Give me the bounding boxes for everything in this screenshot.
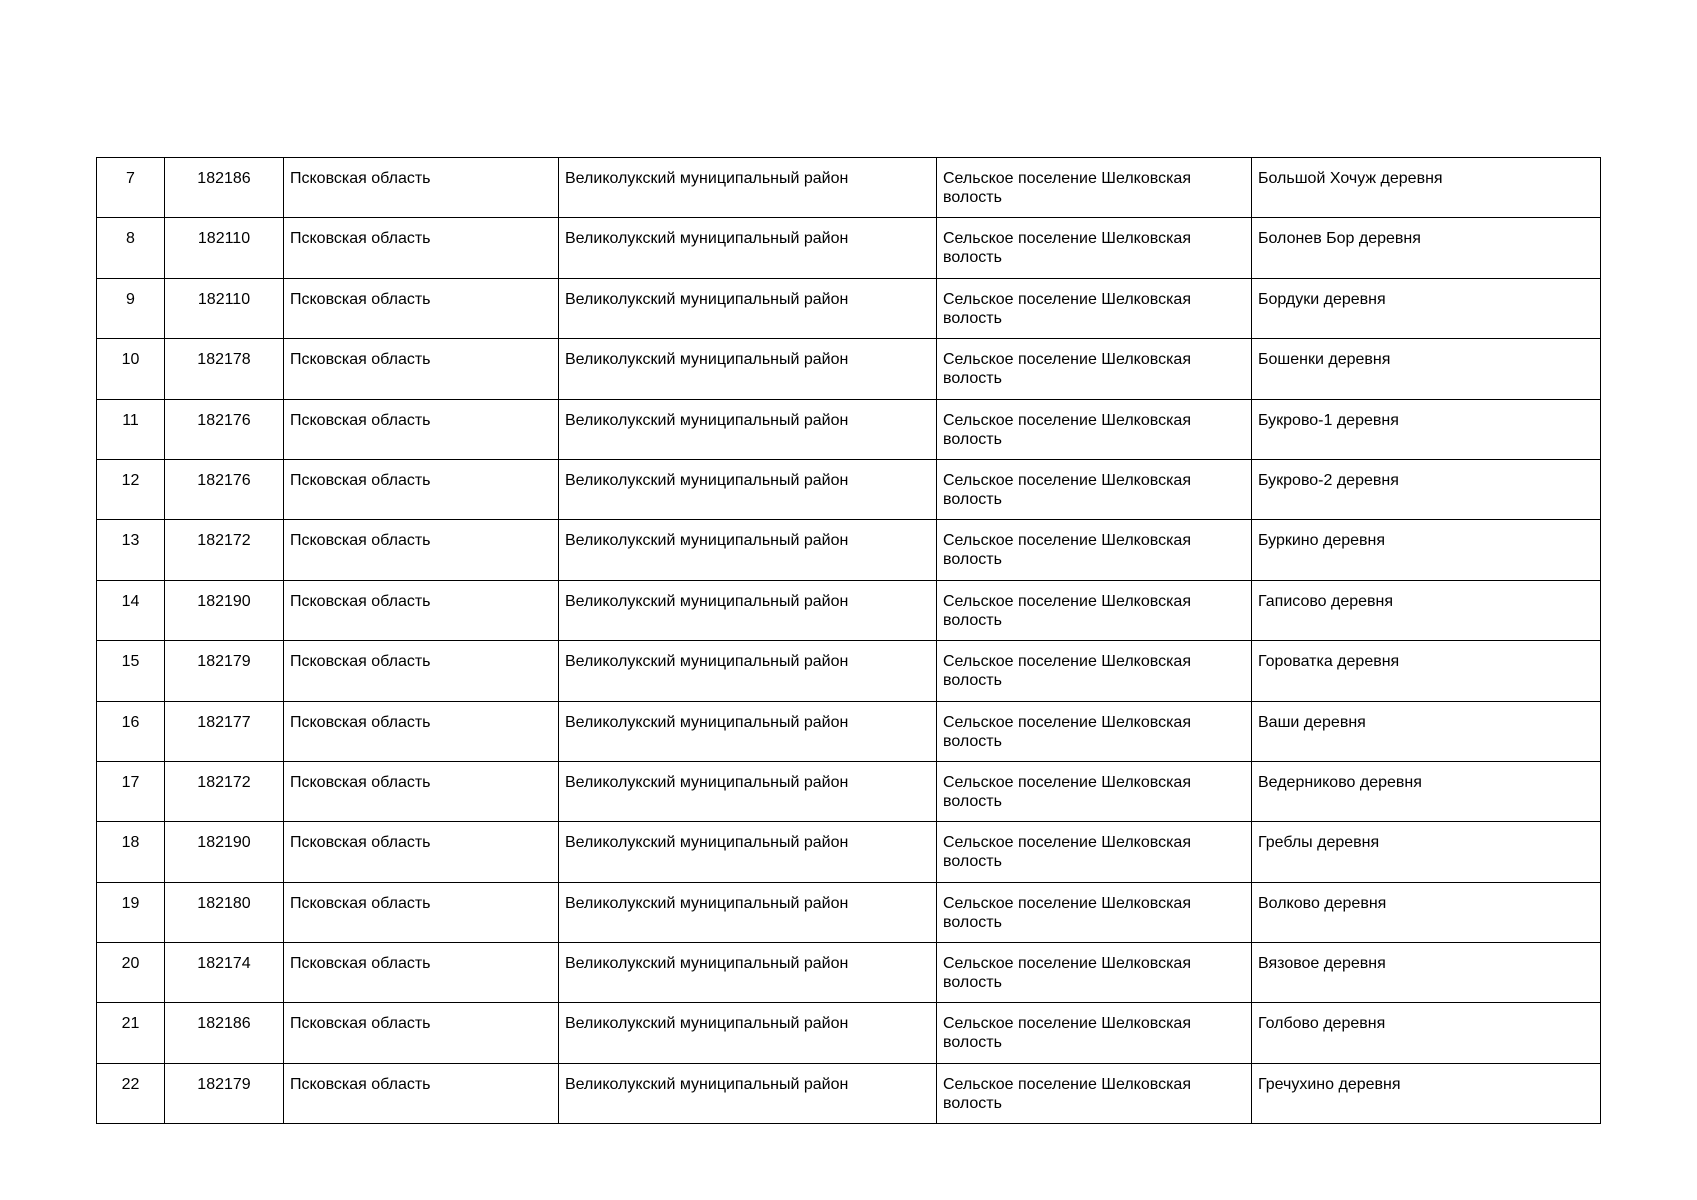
postal-code-cell: [165, 1003, 284, 1063]
row-number-cell-text: 20: [121, 955, 140, 973]
row-number-cell: [97, 399, 165, 459]
region-cell-text: Псковская область: [290, 290, 431, 308]
settlement-cell-text: Сельское поселение Шелковская волость: [943, 955, 1191, 992]
locality-cell: [1252, 761, 1601, 821]
district-cell: [559, 641, 937, 701]
locality-cell: [1252, 580, 1601, 640]
row-number-cell-text: 14: [121, 592, 140, 610]
region-cell: [284, 339, 559, 399]
district-cell: [559, 822, 937, 882]
settlement-cell: [937, 641, 1252, 701]
settlement-cell: [937, 580, 1252, 640]
region-cell-text: Псковская область: [290, 532, 431, 550]
settlement-cell-text: Сельское поселение Шелковская волость: [943, 653, 1191, 690]
region-cell-text: Псковская область: [290, 170, 431, 187]
table-row: [97, 1003, 1601, 1063]
district-cell: [559, 761, 937, 821]
locality-cell-text: Болонев Бор деревня: [1258, 230, 1421, 248]
postal-code-cell: [165, 822, 284, 882]
table-row: [97, 701, 1601, 761]
settlement-cell: [937, 158, 1252, 218]
settlement-cell: [937, 1003, 1252, 1063]
district-cell: [559, 1003, 937, 1063]
row-number-cell: [97, 158, 165, 218]
row-number-cell-text: 7: [126, 170, 135, 187]
postal-code-cell-text: 182110: [197, 290, 251, 308]
postal-code-cell-text: 182186: [197, 1015, 251, 1033]
settlement-cell-text: Сельское поселение Шелковская волость: [943, 713, 1191, 750]
row-number-cell: [97, 761, 165, 821]
postal-code-cell-text: 182179: [197, 653, 251, 671]
table-row: [97, 218, 1601, 278]
district-cell: [559, 882, 937, 942]
row-number-cell: [97, 580, 165, 640]
row-number-cell-text: 9: [126, 290, 135, 308]
table-row: [97, 882, 1601, 942]
locality-cell-text: Горoватка деревня: [1258, 653, 1400, 671]
region-cell-text: Псковская область: [290, 773, 431, 791]
row-number-cell-text: 22: [121, 1075, 140, 1093]
district-cell: [559, 218, 937, 278]
row-number-cell: [97, 1003, 165, 1063]
table-row: [97, 822, 1601, 882]
row-number-cell-text: 15: [121, 653, 140, 671]
locality-cell-text: Ваши деревня: [1258, 713, 1366, 731]
locality-cell: [1252, 399, 1601, 459]
district-cell-text: Великолукский муниципальный район: [565, 1075, 849, 1093]
row-number-cell: [97, 701, 165, 761]
settlement-cell-text: Сельское поселение Шелковская волость: [943, 834, 1191, 871]
district-cell: [559, 399, 937, 459]
locality-cell-text: Ведерниково деревня: [1258, 773, 1422, 791]
district-cell-text: Великолукский муниципальный район: [565, 592, 849, 610]
locality-cell-text: Голбово деревня: [1258, 1015, 1386, 1033]
postal-code-cell-text: 182190: [197, 834, 251, 852]
postal-code-cell-text: 182172: [197, 532, 251, 550]
settlement-cell: [937, 882, 1252, 942]
region-cell-text: Псковская область: [290, 411, 431, 429]
locality-cell: [1252, 520, 1601, 580]
postal-code-cell-text: 182186: [197, 170, 251, 187]
row-number-cell-text: 12: [121, 471, 140, 489]
district-cell-text: Великолукский муниципальный район: [565, 230, 849, 248]
region-cell-text: Псковская область: [290, 351, 431, 369]
locality-cell-text: Букрово-2 деревня: [1258, 471, 1399, 489]
table-row: [97, 339, 1601, 399]
locality-cell: [1252, 339, 1601, 399]
region-cell: [284, 218, 559, 278]
region-cell-text: Псковская область: [290, 1015, 431, 1033]
region-cell-text: Псковская область: [290, 471, 431, 489]
row-number-cell-text: 11: [122, 411, 139, 429]
locality-cell: [1252, 943, 1601, 1003]
locality-cell-text: Букрово-1 деревня: [1258, 411, 1399, 429]
district-cell: [559, 580, 937, 640]
settlement-cell: [937, 399, 1252, 459]
district-cell-text: Великолукский муниципальный район: [565, 713, 849, 731]
region-cell: [284, 278, 559, 338]
district-cell-text: Великолукский муниципальный район: [565, 351, 849, 369]
settlement-cell: [937, 278, 1252, 338]
postal-code-cell: [165, 459, 284, 519]
row-number-cell: [97, 882, 165, 942]
locality-cell: [1252, 822, 1601, 882]
region-cell-text: Псковская область: [290, 955, 431, 973]
postal-code-cell-text: 182177: [197, 713, 251, 731]
locality-cell: [1252, 158, 1601, 218]
postal-code-cell: [165, 520, 284, 580]
region-cell: [284, 1003, 559, 1063]
locality-cell-text: Волково деревня: [1258, 894, 1387, 912]
region-cell: [284, 701, 559, 761]
settlement-cell-text: Сельское поселение Шелковская волость: [943, 1075, 1191, 1112]
district-cell: [559, 520, 937, 580]
postal-code-cell-text: 182179: [197, 1075, 251, 1093]
locality-cell-text: Вязовое деревня: [1258, 955, 1386, 973]
region-cell-text: Псковская область: [290, 713, 431, 731]
settlement-cell: [937, 943, 1252, 1003]
locality-cell: [1252, 1063, 1601, 1123]
district-cell-text: Великолукский муниципальный район: [565, 411, 849, 429]
table-row: [97, 158, 1601, 218]
region-cell: [284, 822, 559, 882]
region-cell-text: Псковская область: [290, 592, 431, 610]
postal-code-cell: [165, 339, 284, 399]
postal-code-cell-text: 182110: [197, 230, 251, 248]
region-cell-text: Псковская область: [290, 894, 431, 912]
region-cell: [284, 882, 559, 942]
region-cell: [284, 761, 559, 821]
settlement-cell: [937, 701, 1252, 761]
table-row: [97, 520, 1601, 580]
region-cell: [284, 399, 559, 459]
district-cell: [559, 459, 937, 519]
settlement-cell-text: Сельское поселение Шелковская волость: [943, 532, 1191, 569]
table-row: [97, 761, 1601, 821]
postal-code-cell: [165, 399, 284, 459]
postal-code-cell: [165, 580, 284, 640]
row-number-cell-text: 21: [121, 1015, 140, 1033]
table-row: [97, 399, 1601, 459]
region-cell: [284, 1063, 559, 1123]
region-cell: [284, 641, 559, 701]
region-cell-text: Псковская область: [290, 653, 431, 671]
postal-code-cell: [165, 701, 284, 761]
postal-code-cell: [165, 943, 284, 1003]
postal-code-cell-text: 182172: [197, 773, 251, 791]
locality-cell: [1252, 459, 1601, 519]
locality-cell: [1252, 218, 1601, 278]
table-row: [97, 278, 1601, 338]
row-number-cell: [97, 278, 165, 338]
locality-cell-text: Большой Хочуж деревня: [1258, 170, 1443, 187]
district-cell-text: Великолукский муниципальный район: [565, 834, 849, 852]
settlement-cell-text: Сельское поселение Шелковская волость: [943, 471, 1191, 508]
table-row: [97, 580, 1601, 640]
table-row: [97, 641, 1601, 701]
region-cell: [284, 943, 559, 1003]
locality-cell: [1252, 641, 1601, 701]
postal-code-cell-text: 182176: [197, 411, 251, 429]
row-number-cell: [97, 641, 165, 701]
row-number-cell-text: 19: [121, 894, 140, 912]
locality-cell-text: Греблы деревня: [1258, 834, 1380, 852]
row-number-cell-text: 17: [121, 773, 140, 791]
district-cell-text: Великолукский муниципальный район: [565, 653, 849, 671]
row-number-cell-text: 8: [126, 230, 135, 248]
settlement-cell-text: Сельское поселение Шелковская волость: [943, 290, 1191, 327]
district-cell-text: Великолукский муниципальный район: [565, 532, 849, 550]
settlement-cell: [937, 822, 1252, 882]
settlement-cell-text: Сельское поселение Шелковская волость: [943, 411, 1191, 448]
settlement-cell-text: Сельское поселение Шелковская волость: [943, 894, 1191, 931]
settlement-cell: [937, 1063, 1252, 1123]
row-number-cell: [97, 822, 165, 882]
settlement-cell: [937, 218, 1252, 278]
district-cell-text: Великолукский муниципальный район: [565, 290, 849, 308]
region-cell: [284, 158, 559, 218]
locality-cell: [1252, 278, 1601, 338]
settlement-cell-text: Сельское поселение Шелковская волость: [943, 351, 1191, 388]
district-cell: [559, 278, 937, 338]
district-cell-text: Великолукский муниципальный район: [565, 471, 849, 489]
district-cell: [559, 158, 937, 218]
postal-code-cell: [165, 641, 284, 701]
settlement-cell-text: Сельское поселение Шелковская волость: [943, 592, 1191, 629]
locality-cell-text: Бошенки деревня: [1258, 351, 1391, 369]
district-cell-text: Великолукский муниципальный район: [565, 1015, 849, 1033]
district-cell-text: Великолукский муниципальный район: [565, 894, 849, 912]
locality-cell-text: Бордуки деревня: [1258, 290, 1386, 308]
settlement-cell: [937, 761, 1252, 821]
postal-code-cell-text: 182180: [197, 894, 251, 912]
table-row: [97, 1063, 1601, 1123]
region-cell: [284, 580, 559, 640]
settlement-cell: [937, 339, 1252, 399]
region-cell-text: Псковская область: [290, 834, 431, 852]
settlement-cell-text: Сельское поселение Шелковская волость: [943, 170, 1191, 206]
district-cell: [559, 701, 937, 761]
district-cell: [559, 1063, 937, 1123]
settlement-cell: [937, 520, 1252, 580]
table-body: [97, 158, 1601, 1124]
region-cell: [284, 520, 559, 580]
region-cell-text: Псковская область: [290, 230, 431, 248]
table-row: [97, 459, 1601, 519]
settlement-cell-text: Сельское поселение Шелковская волость: [943, 773, 1191, 810]
postal-code-cell-text: 182176: [197, 471, 251, 489]
row-number-cell-text: 16: [121, 713, 140, 731]
row-number-cell: [97, 520, 165, 580]
settlement-cell-text: Сельское поселение Шелковская волость: [943, 1015, 1191, 1052]
row-number-cell: [97, 459, 165, 519]
locality-cell: [1252, 882, 1601, 942]
district-cell-text: Великолукский муниципальный район: [565, 773, 849, 791]
district-cell: [559, 339, 937, 399]
district-cell: [559, 943, 937, 1003]
row-number-cell: [97, 943, 165, 1003]
region-cell-text: Псковская область: [290, 1075, 431, 1093]
table-row: [97, 943, 1601, 1003]
row-number-cell-text: 10: [121, 351, 140, 369]
row-number-cell-text: 13: [121, 532, 140, 550]
locality-cell: [1252, 1003, 1601, 1063]
postal-code-cell-text: 182190: [197, 592, 251, 610]
locality-cell-text: Гаписово деревня: [1258, 592, 1394, 610]
region-cell: [284, 459, 559, 519]
postal-code-cell: [165, 278, 284, 338]
settlements-table: [96, 157, 1601, 1124]
locality-cell-text: Буркино деревня: [1258, 532, 1386, 550]
row-number-cell-text: 18: [121, 834, 140, 852]
locality-cell: [1252, 701, 1601, 761]
postal-code-cell-text: 182174: [197, 955, 251, 973]
district-cell-text: Великолукский муниципальный район: [565, 170, 849, 187]
row-number-cell: [97, 1063, 165, 1123]
settlement-cell: [937, 459, 1252, 519]
locality-cell-text: Гречухино деревня: [1258, 1075, 1401, 1093]
district-cell-text: Великолукский муниципальный район: [565, 955, 849, 973]
row-number-cell: [97, 339, 165, 399]
postal-code-cell: [165, 158, 284, 218]
postal-code-cell: [165, 218, 284, 278]
settlement-cell-text: Сельское поселение Шелковская волость: [943, 230, 1191, 267]
postal-code-cell-text: 182178: [197, 351, 251, 369]
postal-code-cell: [165, 882, 284, 942]
postal-code-cell: [165, 1063, 284, 1123]
row-number-cell: [97, 218, 165, 278]
postal-code-cell: [165, 761, 284, 821]
